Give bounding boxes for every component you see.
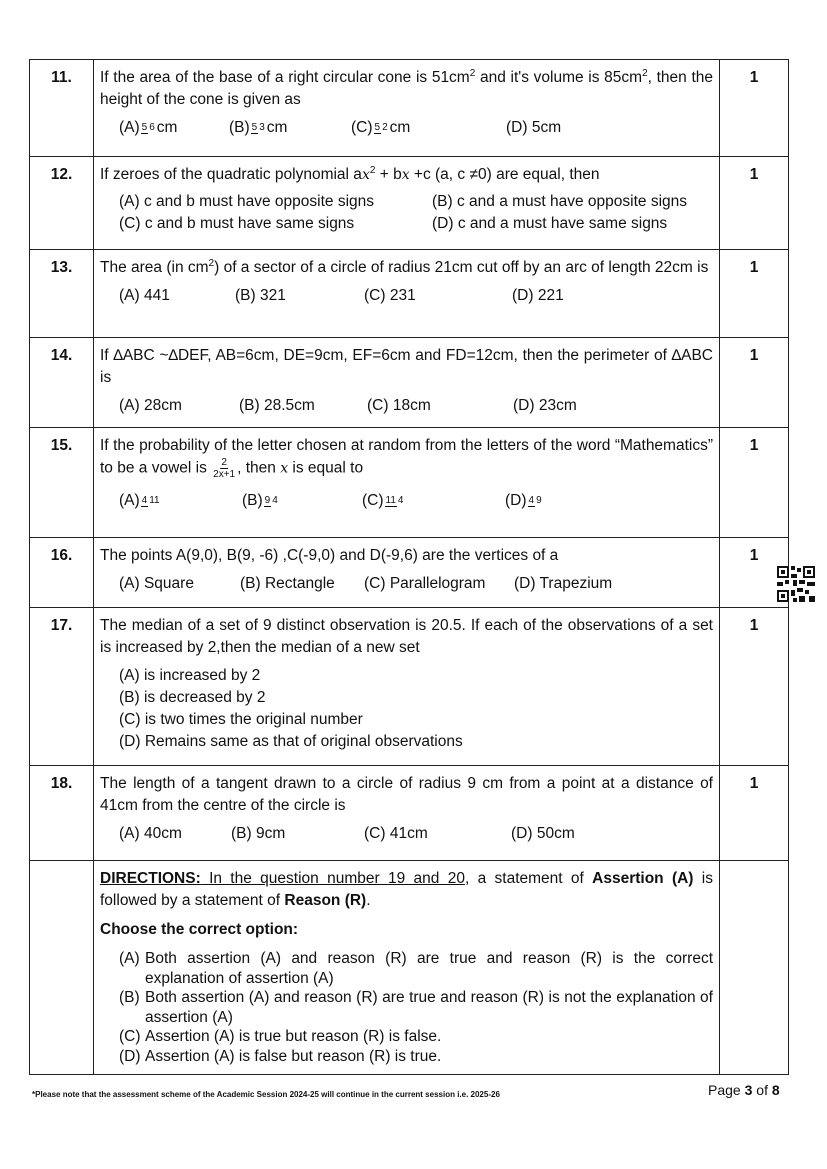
option: (C) 41cm (364, 825, 428, 842)
question-number: 13. (30, 250, 94, 338)
question-text: The median of a set of 9 distinct observation is 20.5. If each of the observations of a set is increased by 2,then the median of a new set (100, 617, 713, 656)
option: (C) c and b must have same signs (119, 215, 355, 232)
option: (A)4 11 (119, 492, 160, 509)
option: (B) Both assertion (A) and reason (R) are true and reason (R) is not the explanation of assertion (A) (119, 989, 713, 1026)
option: (B)5 3 cm (229, 119, 288, 136)
option: (D) Trapezium (514, 575, 613, 592)
marks: 1 (720, 608, 789, 766)
option: (A) c and b must have opposite signs (119, 193, 375, 210)
option: (A) 441 (119, 287, 170, 304)
question-body (94, 608, 720, 766)
question-text: If the probability of the letter chosen at random from the letters of the word “Mathematics” to be a vowel is $\frac{2}{2x+1}$ , then x is equal to (100, 437, 713, 480)
question-row (30, 250, 789, 338)
question-text: The length of a tangent drawn to a circle of radius 9 cm from a point at a distance of 41cm from the centre of the circle is (100, 775, 713, 814)
options (100, 191, 713, 235)
question-number: 15. (30, 428, 94, 538)
question-text: If the area of the base of a right circular cone is $51cm^2$ and it's volume is $85cm^2$, then the height of the cone is given as (100, 67, 713, 108)
question-text: The points A(9,0), B(9, -6) ,C(-9,0) and D(-9,6) are the vertices of a (100, 547, 559, 564)
questions-table (29, 59, 789, 1075)
option: (A) is increased by 2 (119, 667, 261, 684)
directions-text: DIRECTIONS: In the question number 19 and 20, a statement of Assertion (A) is followed by a statement of Reason (R). (100, 870, 713, 909)
choose-heading: Choose the correct option: (100, 921, 299, 938)
options (100, 823, 713, 845)
option: (B) 28.5cm (239, 397, 315, 414)
options (100, 285, 713, 307)
question-row (30, 608, 789, 766)
footnote: *Please note that the assessment scheme of the Academic Session 2024-25 will continue in the current session i.e. 2025-26 (32, 1090, 500, 1099)
directions-body (94, 861, 720, 1075)
question-number: 11. (30, 60, 94, 157)
question-text: If ∆ABC ~∆DEF, AB=6cm, DE=9cm, EF=6cm and FD=12cm, then the perimeter of ∆ABC is (100, 347, 713, 386)
options (100, 117, 713, 139)
option: (D)4 9 (505, 492, 542, 509)
option: (D) 5cm (506, 119, 562, 136)
question-row (30, 538, 789, 608)
option: (B) is decreased by 2 (119, 689, 266, 706)
options (100, 949, 713, 1066)
question-number: 16. (30, 538, 94, 608)
qr-code-icon[interactable] (777, 566, 815, 602)
options (100, 665, 713, 753)
marks: 1 (720, 338, 789, 428)
option: (A) 40cm (119, 825, 182, 842)
question-body (94, 538, 720, 608)
option: (D) 221 (512, 287, 564, 304)
option: (D) 23cm (513, 397, 577, 414)
option: (C) Assertion (A) is true but reason (R) is false. (119, 1028, 442, 1045)
page-number: Page 3 of 8 (708, 1082, 780, 1098)
option: (C) 231 (364, 287, 416, 304)
marks: 1 (720, 157, 789, 250)
marks: 1 (720, 766, 789, 861)
option: (D) Assertion (A) is false but reason (R) is true. (119, 1047, 442, 1065)
directions-row (30, 861, 789, 1075)
marks: 1 (720, 538, 789, 608)
question-text: The area (in $cm^2$) of a sector of a circle of radius 21cm cut off by an arc of length 22cm is (100, 257, 709, 276)
option: (C)11 4 (362, 492, 404, 509)
option: (C) is two times the original number (119, 711, 363, 728)
option: (B) 9cm (231, 825, 286, 842)
question-number: 18. (30, 766, 94, 861)
question-row (30, 157, 789, 250)
question-text: If zeroes of the quadratic polynomial $ax^2$ + bx +c (a, c ≠0) are equal, then (100, 164, 600, 183)
question-number: 12. (30, 157, 94, 250)
question-row (30, 428, 789, 538)
question-body (94, 157, 720, 250)
question-number: 14. (30, 338, 94, 428)
options (100, 490, 713, 512)
option: (C) 18cm (367, 397, 431, 414)
option: (B) Rectangle (240, 575, 335, 592)
marks: 1 (720, 60, 789, 157)
question-body (94, 250, 720, 338)
marks: 1 (720, 428, 789, 538)
option: (A) Square (119, 575, 194, 592)
option: (A) 28cm (119, 397, 182, 414)
option: (A) Both assertion (A) and reason (R) are true and reason (R) is the correct explanation of assertion (A) (119, 950, 713, 987)
option: (D) 50cm (511, 825, 575, 842)
option: (D) c and a must have same signs (432, 215, 668, 232)
question-body (94, 766, 720, 861)
question-body (94, 428, 720, 538)
option: (C) Parallelogram (364, 575, 486, 592)
question-body (94, 338, 720, 428)
option: (C)5 2 cm (351, 119, 411, 136)
option: (B) 321 (235, 287, 286, 304)
marks: 1 (720, 250, 789, 338)
option: (B)9 4 (242, 492, 278, 509)
question-row (30, 338, 789, 428)
question-number: 17. (30, 608, 94, 766)
question-row (30, 766, 789, 861)
question-row (30, 60, 789, 157)
question-body (94, 60, 720, 157)
options (100, 573, 713, 595)
option: (B) c and a must have opposite signs (432, 193, 688, 210)
option: (D) Remains same as that of original observations (119, 733, 463, 750)
option: (A)5 6cm (119, 119, 178, 136)
options (100, 395, 713, 417)
